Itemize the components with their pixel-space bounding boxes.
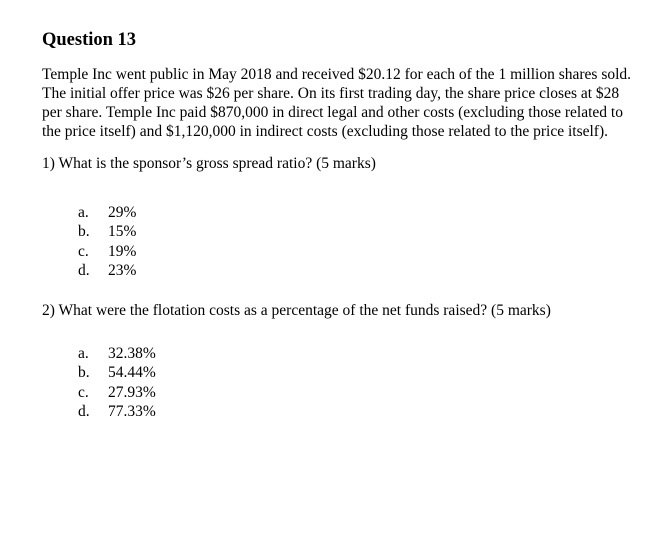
option-value: 23% xyxy=(108,262,137,279)
paragraph-line: the price itself) and $1,120,000 in indirect costs (excluding those related to the price itself). xyxy=(42,123,609,140)
question-1-text: 1) What is the sponsor’s gross spread ratio? (5 marks) xyxy=(42,155,376,172)
option-value: 77.33% xyxy=(108,403,156,420)
option-2b xyxy=(78,363,156,382)
option-value: 54.44% xyxy=(108,364,156,381)
option-letter: b. xyxy=(78,364,90,381)
option-1a xyxy=(78,203,136,222)
option-letter: d. xyxy=(78,262,90,279)
option-2a xyxy=(78,344,156,363)
paragraph-line: The initial offer price was $26 per share. On its first trading day, the share price closes at $28 xyxy=(42,85,620,102)
paragraph-line: Temple Inc went public in May 2018 and received $20.12 for each of the 1 million shares sold. xyxy=(42,66,632,83)
option-letter: d. xyxy=(78,403,90,420)
option-value: 27.93% xyxy=(108,384,156,401)
question-2-text: 2) What were the flotation costs as a percentage of the net funds raised? (5 marks) xyxy=(42,302,551,319)
option-letter: b. xyxy=(78,223,90,240)
option-letter: c. xyxy=(78,384,89,401)
option-value: 32.38% xyxy=(108,345,156,362)
option-letter: a. xyxy=(78,204,89,221)
option-value: 29% xyxy=(108,204,137,221)
option-value: 19% xyxy=(108,243,137,260)
option-1d xyxy=(78,261,136,280)
option-1b xyxy=(78,222,136,241)
option-2d xyxy=(78,402,156,421)
option-1c xyxy=(78,242,136,261)
option-letter: c. xyxy=(78,243,89,260)
question-title: Question 13 xyxy=(42,30,137,50)
option-2c xyxy=(78,383,156,402)
option-value: 15% xyxy=(108,223,137,240)
paragraph-line: per share. Temple Inc paid $870,000 in direct legal and other costs (excluding those related to xyxy=(42,104,623,121)
option-letter: a. xyxy=(78,345,89,362)
